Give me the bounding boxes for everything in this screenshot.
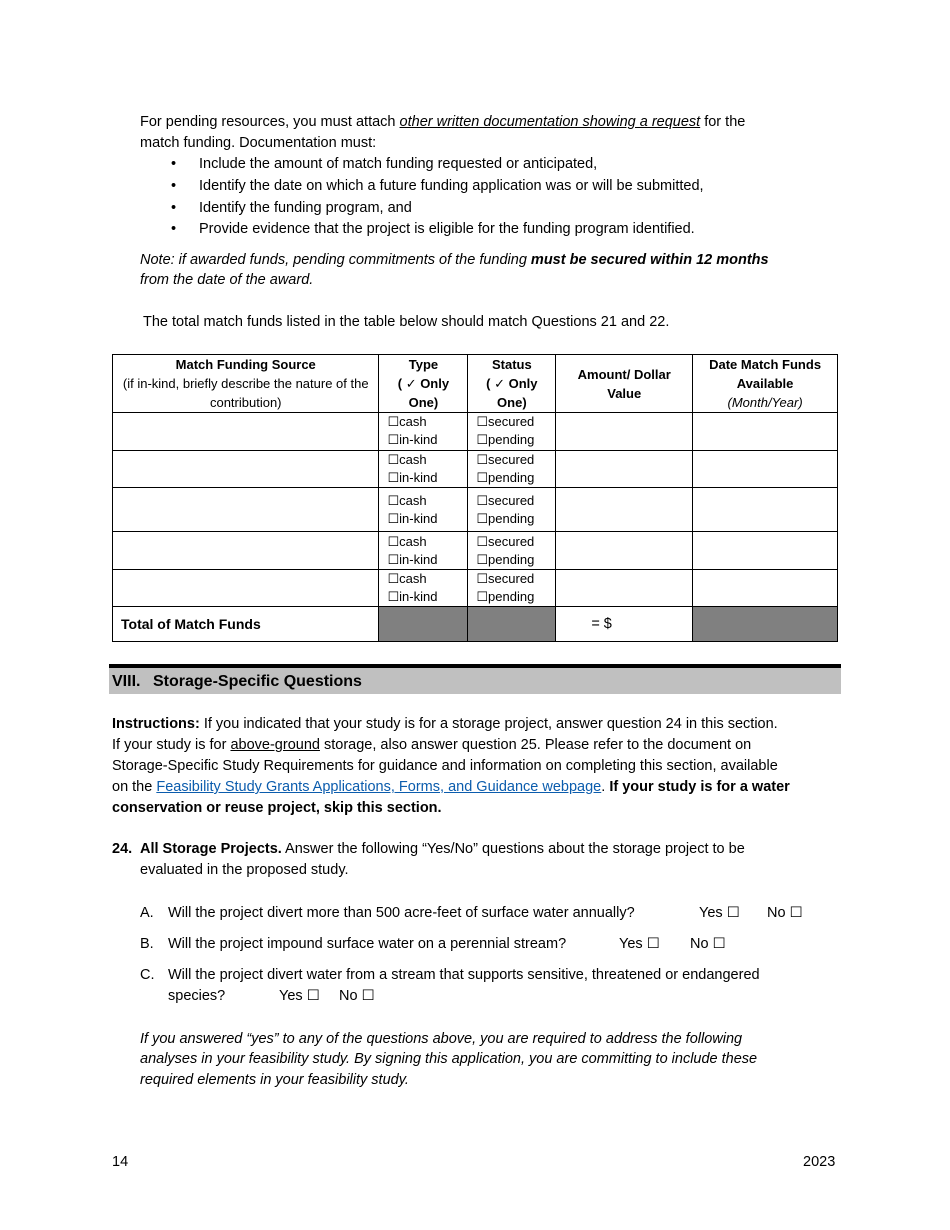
total-date-shaded [693,607,838,642]
yes-option[interactable]: Yes ☐ [699,905,740,921]
bullet-icon: • [171,221,177,237]
status-option-pending[interactable]: ☐pending [476,470,535,485]
checkbox-icon[interactable]: ☐ [476,571,489,586]
status-option-secured[interactable]: ☐secured [476,414,535,429]
no-option[interactable]: No ☐ [767,905,803,921]
date-cell[interactable] [693,570,838,607]
type-option-cash[interactable]: ☐cash [387,533,427,549]
total-label: Total of Match Funds [113,607,379,642]
amount-cell[interactable] [556,451,693,488]
source-cell[interactable] [113,532,379,570]
header-status: Status ( ✓ Only One) [468,355,556,413]
checkbox-icon[interactable]: ☐ [387,533,400,549]
checkbox-icon[interactable]: ☐ [476,492,489,508]
bullet-item: Include the amount of match funding requested or anticipated, [199,156,598,172]
date-cell[interactable] [693,488,838,532]
type-cell [379,532,468,570]
checkbox-icon[interactable]: ☐ [387,452,400,467]
type-cell [379,488,468,532]
checkbox-icon[interactable]: ☐ [476,589,489,604]
checkbox-icon[interactable]: ☐ [387,492,400,508]
type-option-in-kind[interactable]: ☐in-kind [387,551,438,567]
date-cell[interactable] [693,413,838,451]
total-status-shaded [468,607,556,642]
table-row [113,413,838,451]
checkbox-icon[interactable]: ☐ [476,414,489,429]
checkbox-icon[interactable]: ☐ [646,936,660,952]
status-option-pending[interactable]: ☐pending [476,551,535,567]
source-cell[interactable] [113,413,379,451]
date-cell[interactable] [693,451,838,488]
section-number: VIII. [112,673,141,690]
table-row [113,488,838,532]
bullet-icon: • [171,156,177,172]
total-type-shaded [379,607,468,642]
status-option-secured[interactable]: ☐secured [476,492,535,508]
award-note-line2: from the date of the award. [140,272,314,288]
checkbox-icon[interactable]: ☐ [387,551,400,567]
table-row [113,570,838,607]
yes-option[interactable]: Yes ☐ [279,988,320,1004]
header-amount: Amount/ Dollar Value [556,355,693,413]
match-funding-table [112,354,838,642]
award-note: Note: if awarded funds, pending commitments of the funding must be secured within 12 months [140,252,769,268]
type-option-cash[interactable]: ☐cash [387,492,427,508]
no-option[interactable]: No ☐ [339,988,375,1004]
pending-intro-line2: match funding. Documentation must: [140,135,377,151]
total-row [113,607,838,642]
yes-option[interactable]: Yes ☐ [619,936,660,952]
source-cell[interactable] [113,488,379,532]
type-option-in-kind[interactable]: ☐in-kind [387,589,438,604]
type-option-in-kind[interactable]: ☐in-kind [387,432,438,447]
checkbox-icon[interactable]: ☐ [789,905,803,921]
type-cell [379,413,468,451]
pending-intro: For pending resources, you must attach other written documentation showing a request for the [140,114,746,130]
checkbox-icon[interactable]: ☐ [712,936,726,952]
amount-cell[interactable] [556,488,693,532]
header-type: Type ( ✓ Only One) [379,355,468,413]
status-cell [468,488,556,532]
bullet-icon: • [171,200,177,216]
bullet-item: Identify the date on which a future funding application was or will be submitted, [199,178,704,194]
total-amount[interactable]: = $ [556,607,693,642]
checkbox-icon[interactable]: ☐ [476,533,489,549]
table-row [113,451,838,488]
checkbox-icon[interactable]: ☐ [387,432,400,447]
type-option-cash[interactable]: ☐cash [387,414,427,429]
type-option-in-kind[interactable]: ☐in-kind [387,510,438,526]
status-option-secured[interactable]: ☐secured [476,452,535,467]
checkbox-icon[interactable]: ☐ [387,414,400,429]
bullet-icon: • [171,178,177,194]
status-option-pending[interactable]: ☐pending [476,589,535,604]
section-header-storage [109,664,841,694]
checkbox-icon[interactable]: ☐ [726,905,740,921]
source-cell[interactable] [113,570,379,607]
checkbox-icon[interactable]: ☐ [387,510,400,526]
bullet-item: Identify the funding program, and [199,200,412,216]
feasibility-guidance-link[interactable]: Feasibility Study Grants Applications, Forms, and Guidance webpage [156,779,602,795]
checkbox-icon[interactable]: ☐ [476,432,489,447]
header-date: Date Match Funds Available (Month/Year) [693,355,838,413]
checkbox-icon[interactable]: ☐ [387,571,400,586]
amount-cell[interactable] [556,570,693,607]
status-option-pending[interactable]: ☐pending [476,510,535,526]
status-cell [468,532,556,570]
checkbox-icon[interactable]: ☐ [387,589,400,604]
checkbox-icon[interactable]: ☐ [387,470,400,485]
status-cell [468,570,556,607]
footer-year: 2023 [803,1154,836,1170]
checkbox-icon[interactable]: ☐ [476,452,489,467]
checkbox-icon[interactable]: ☐ [476,470,489,485]
table-row [113,532,838,570]
status-cell [468,413,556,451]
amount-cell[interactable] [556,532,693,570]
type-cell [379,570,468,607]
checkbox-icon[interactable]: ☐ [361,988,375,1004]
checkbox-icon[interactable]: ☐ [476,510,489,526]
amount-cell[interactable] [556,413,693,451]
header-source: Match Funding Source (if in-kind, briefly describe the nature of the contribution) [113,355,379,413]
status-option-secured[interactable]: ☐secured [476,533,535,549]
status-option-pending[interactable]: ☐pending [476,432,535,447]
question-number: 24. [112,841,133,857]
status-cell [468,451,556,488]
bullet-item: Provide evidence that the project is eligible for the funding program identified. [199,221,695,237]
total-match-sentence: The total match funds listed in the table below should match Questions 21 and 22. [143,314,670,330]
type-cell [379,451,468,488]
no-option[interactable]: No ☐ [690,936,726,952]
status-option-secured[interactable]: ☐secured [476,571,535,586]
type-option-cash[interactable]: ☐cash [387,452,427,467]
source-cell[interactable] [113,451,379,488]
checkbox-icon[interactable]: ☐ [306,988,320,1004]
section-title: Storage-Specific Questions [153,673,362,690]
type-option-in-kind[interactable]: ☐in-kind [387,470,438,485]
date-cell[interactable] [693,532,838,570]
type-option-cash[interactable]: ☐cash [387,571,427,586]
page-number: 14 [112,1154,129,1170]
table-header-row [113,355,838,413]
checkbox-icon[interactable]: ☐ [476,551,489,567]
